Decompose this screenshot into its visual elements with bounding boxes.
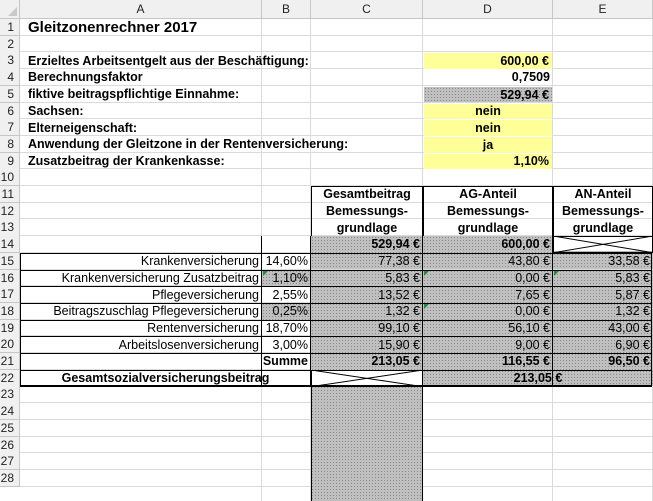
- column-header-b[interactable]: B: [262, 0, 311, 19]
- value-gesamt[interactable]: 99,10 €: [311, 320, 423, 337]
- value-ag[interactable]: 43,80 €: [423, 253, 553, 270]
- row-header-12[interactable]: 12: [0, 203, 20, 220]
- row-header-5[interactable]: 5: [0, 86, 20, 103]
- table-row-border: [20, 270, 652, 271]
- table-row-border: [20, 336, 652, 337]
- value-gesamt[interactable]: 77,38 €: [311, 253, 423, 270]
- fiktiv-value[interactable]: 529,94 €: [424, 87, 552, 103]
- row-rate[interactable]: 14,60%: [265, 254, 308, 269]
- sheet-title[interactable]: Gleitzonenrechner 2017: [28, 18, 198, 36]
- fiktiv-label[interactable]: fiktive beitragspflichtige Einnahme:: [28, 87, 240, 102]
- row-header-6[interactable]: 6: [0, 103, 20, 120]
- row-header-2[interactable]: 2: [0, 36, 20, 53]
- header-gesamt-line-3[interactable]: grundlage: [336, 220, 398, 235]
- row-header-11[interactable]: 11: [0, 186, 20, 203]
- basis-gesamt[interactable]: 529,94 €: [311, 236, 423, 253]
- select-all-corner[interactable]: [0, 0, 20, 19]
- row-header-7[interactable]: 7: [0, 119, 20, 136]
- crossed-cell-an-basis: [553, 236, 653, 253]
- value-ag[interactable]: 9,00 €: [423, 336, 553, 353]
- row-label[interactable]: Beitragszuschlag Pflegeversicherung: [53, 304, 259, 319]
- gsv-value[interactable]: 213,05 €: [423, 370, 653, 387]
- row-header-8[interactable]: 8: [0, 136, 20, 153]
- column-header-a[interactable]: A: [20, 0, 262, 19]
- row-label[interactable]: Krankenversicherung: [140, 254, 259, 269]
- header-ag-line-1[interactable]: AG-Anteil: [459, 187, 517, 202]
- row-rate[interactable]: 3,00%: [272, 337, 308, 352]
- row-header-24[interactable]: 24: [0, 403, 20, 420]
- value-gesamt[interactable]: 5,83 €: [311, 270, 423, 287]
- row-label[interactable]: Pflegeversicherung: [151, 287, 259, 302]
- row-header-28[interactable]: 28: [0, 470, 20, 487]
- column-header-d[interactable]: D: [423, 0, 553, 19]
- row-header-20[interactable]: 20: [0, 336, 20, 353]
- row-header-15[interactable]: 15: [0, 253, 20, 270]
- row-rate[interactable]: 0,25%: [262, 303, 311, 320]
- gleitzone-value[interactable]: ja: [424, 137, 552, 153]
- header-gesamt-line-2[interactable]: Bemessungs-: [326, 204, 408, 219]
- basis-ag[interactable]: 600,00 €: [423, 236, 553, 253]
- value-gesamt[interactable]: 13,52 €: [311, 286, 423, 303]
- row-header-14[interactable]: 14: [0, 236, 20, 253]
- row-header-19[interactable]: 19: [0, 320, 20, 337]
- header-an-line-1[interactable]: AN-Anteil: [574, 187, 632, 202]
- shaded-area-border: [311, 386, 423, 501]
- value-an[interactable]: 5,83 €: [553, 270, 653, 287]
- column-header-c[interactable]: C: [311, 0, 423, 19]
- zusatz-label[interactable]: Zusatzbeitrag der Krankenkasse:: [28, 153, 225, 168]
- summe-gesamt[interactable]: 213,05 €: [311, 353, 423, 370]
- table-column-border: [422, 236, 423, 386]
- header-gesamt-line-1[interactable]: Gesamtbeitrag: [323, 187, 411, 202]
- table-row-border: [20, 370, 652, 371]
- row-header-4[interactable]: 4: [0, 69, 20, 86]
- table-column-border: [552, 236, 553, 386]
- gleitzone-label[interactable]: Anwendung der Gleitzone in der Rentenversicherung:: [28, 137, 349, 152]
- value-an[interactable]: 5,87 €: [553, 286, 653, 303]
- row-rate[interactable]: 18,70%: [265, 320, 308, 335]
- value-an[interactable]: 6,90 €: [553, 336, 653, 353]
- value-ag[interactable]: 0,00 €: [423, 303, 553, 320]
- table-row-border: [20, 320, 652, 321]
- row-header-17[interactable]: 17: [0, 286, 20, 303]
- row-header-23[interactable]: 23: [0, 386, 20, 403]
- table-row-border: [20, 286, 652, 287]
- eltern-label[interactable]: Elterneigenschaft:: [28, 120, 138, 135]
- value-an[interactable]: 43,00 €: [553, 320, 653, 337]
- row-header-22[interactable]: 22: [0, 370, 20, 387]
- row-header-13[interactable]: 13: [0, 219, 20, 236]
- value-an[interactable]: 1,32 €: [553, 303, 653, 320]
- value-ag[interactable]: 7,65 €: [423, 286, 553, 303]
- faktor-value[interactable]: 0,7509: [511, 70, 550, 85]
- value-ag[interactable]: 0,00 €: [423, 270, 553, 287]
- row-header-9[interactable]: 9: [0, 153, 20, 170]
- table-row-border: [20, 303, 652, 304]
- value-ag[interactable]: 56,10 €: [423, 320, 553, 337]
- column-header-e[interactable]: E: [553, 0, 653, 19]
- row-header-26[interactable]: 26: [0, 437, 20, 454]
- sachsen-label[interactable]: Sachsen:: [28, 103, 84, 118]
- zusatz-value[interactable]: 1,10%: [424, 154, 552, 170]
- summe-an[interactable]: 96,50 €: [553, 353, 653, 370]
- row-label[interactable]: Arbeitslosenversicherung: [118, 337, 259, 352]
- table-column-border: [261, 236, 262, 386]
- summe-ag[interactable]: 116,55 €: [423, 353, 553, 370]
- row-label[interactable]: Krankenversicherung Zusatzbeitrag: [61, 270, 259, 285]
- row-header-18[interactable]: 18: [0, 303, 20, 320]
- eltern-value[interactable]: nein: [424, 120, 552, 136]
- row-header-10[interactable]: 10: [0, 169, 20, 186]
- row-rate[interactable]: 1,10%: [262, 270, 311, 287]
- sachsen-value[interactable]: nein: [424, 104, 552, 120]
- header-an-line-2[interactable]: Bemessungs-: [562, 204, 644, 219]
- row-header-25[interactable]: 25: [0, 420, 20, 437]
- row-rate[interactable]: 2,55%: [272, 287, 308, 302]
- row-header-27[interactable]: 27: [0, 453, 20, 470]
- row-header-21[interactable]: 21: [0, 353, 20, 370]
- gsv-label[interactable]: Gesamtsozialversicherungsbeitrag: [61, 371, 270, 386]
- faktor-label[interactable]: Berechnungsfaktor: [28, 70, 143, 85]
- row-label[interactable]: Rentenversicherung: [147, 320, 259, 335]
- table-row-border: [20, 253, 652, 254]
- header-ag-line-3[interactable]: grundlage: [457, 220, 519, 235]
- value-gesamt[interactable]: 15,90 €: [311, 336, 423, 353]
- entgelt-value[interactable]: 600,00 €: [424, 53, 552, 69]
- table-column-border: [310, 236, 311, 386]
- header-an-line-3[interactable]: grundlage: [572, 220, 634, 235]
- row-header-1[interactable]: 1: [0, 19, 20, 36]
- header-ag-line-2[interactable]: Bemessungs-: [447, 204, 529, 219]
- value-gesamt[interactable]: 1,32 €: [311, 303, 423, 320]
- value-an[interactable]: 33,58 €: [553, 253, 653, 270]
- table-row-border: [20, 353, 652, 354]
- entgelt-label[interactable]: Erzieltes Arbeitsentgelt aus der Beschäftigung:: [28, 53, 309, 68]
- row-header-3[interactable]: 3: [0, 52, 20, 69]
- row-header-16[interactable]: 16: [0, 270, 20, 287]
- summe-label[interactable]: Summe: [262, 354, 308, 369]
